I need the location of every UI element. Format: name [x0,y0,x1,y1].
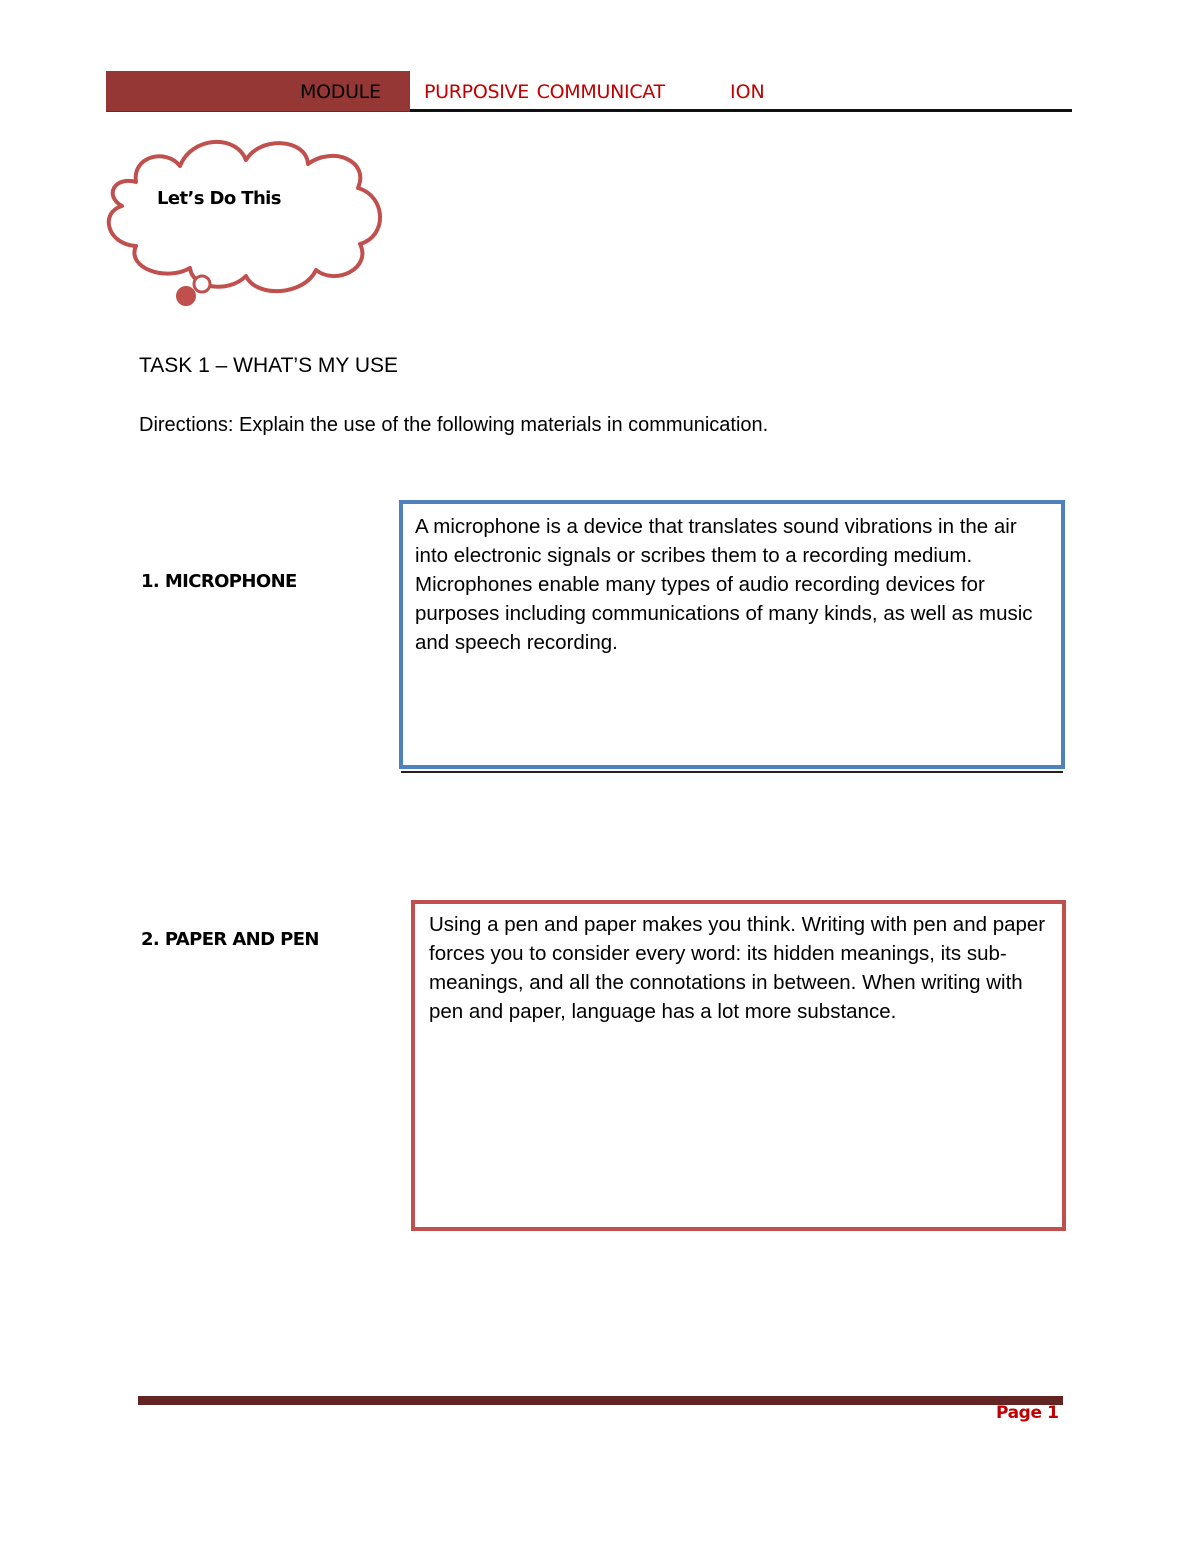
header-underline [410,109,1072,112]
answer-text-paper-and-pen: Using a pen and paper makes you think. Writing with pen and paper forces you to consider every word: its hidden meanings, its sub-meanings, and all the connotations in between. When writing with pen and paper, language has a lot more substance. [429,913,1046,1023]
course-title: PURPOSIVE COMMUNICAT [424,81,665,103]
footer-bar [138,1396,1063,1405]
item-label-microphone: 1. MICROPHONE [141,571,297,592]
task-title: TASK 1 – WHAT’S MY USE [139,354,399,377]
module-label: MODULE [300,81,381,103]
item-label-paper-and-pen: 2. PAPER AND PEN [141,929,319,950]
page-header [106,71,1072,113]
course-title-suffix: ION [730,81,765,103]
answer-text-microphone: A microphone is a device that translates sound vibrations in the air into electronic signals or scribes them to a recording medium. Microphones enable many types of audio recording devices for purposes including communications of many kinds, as well as music and speech recording. [415,515,1033,654]
task-directions: Directions: Explain the use of the following materials in communication. [139,414,769,436]
page-number: Page 1 [996,1403,1059,1423]
callout-label: Let’s Do This [157,188,281,209]
answer-box-microphone[interactable] [399,500,1065,769]
thought-cloud-icon [96,126,392,312]
answer-box-shadow [401,771,1063,773]
answer-box-paper-and-pen[interactable] [411,900,1066,1231]
